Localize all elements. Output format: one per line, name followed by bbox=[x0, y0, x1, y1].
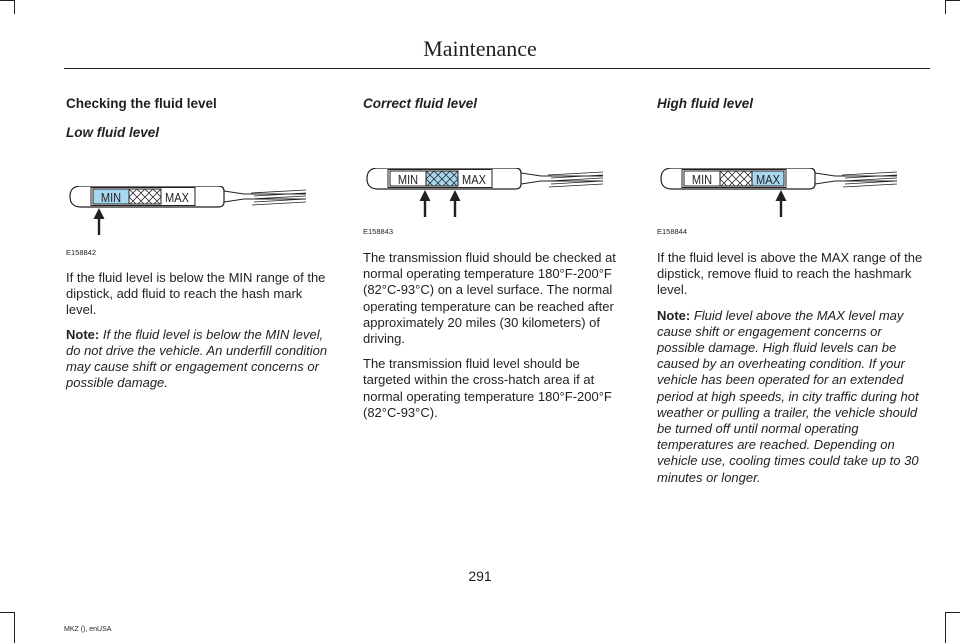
dipstick-cable bbox=[842, 172, 897, 187]
crop-mark bbox=[946, 0, 960, 1]
arrow-up-icon bbox=[94, 208, 105, 235]
header-rule bbox=[64, 68, 930, 69]
dipstick-taper bbox=[224, 191, 244, 202]
paragraph: If the fluid level is below the MIN range of the dipstick, add fluid to reach the hash mark level. bbox=[66, 270, 326, 318]
arrow-up-icon bbox=[420, 190, 431, 217]
dipstick-diagram bbox=[66, 186, 336, 244]
dipstick-taper bbox=[815, 173, 835, 184]
crop-mark bbox=[0, 612, 14, 613]
page-number: 291 bbox=[468, 568, 492, 584]
min-label: MIN bbox=[100, 190, 122, 206]
crop-mark bbox=[946, 612, 960, 613]
crop-mark bbox=[945, 0, 946, 14]
min-label: MIN bbox=[691, 172, 713, 188]
max-label: MAX bbox=[165, 190, 189, 206]
column-high-fluid bbox=[657, 96, 927, 486]
column-low-fluid bbox=[66, 96, 336, 391]
dipstick-figure-high bbox=[657, 168, 927, 236]
note-text: Fluid level above the MAX level may cause shift or engagement concerns or possible damage. High fluid levels can be caused by an overheating condition. If your vehicle has been operated for an extended period at high speeds, in city traffic during hot weather or pulling a trailer, the vehicle should be turned off until normal operating temperatures are reached. Depending on vehicle use, cooling times could take up to 30 minutes or longer. bbox=[657, 307, 919, 485]
crop-mark bbox=[14, 612, 15, 643]
figure-code: E158843 bbox=[363, 227, 394, 236]
note bbox=[66, 327, 336, 392]
note-label: Note: bbox=[66, 326, 100, 342]
crop-mark bbox=[0, 0, 14, 1]
paragraph: The transmission fluid should be checked at normal operating temperature 180°F-200°F (82°C-93°C) on a level surface. The normal operating temperature can be reached after approximately 20 miles (30 kilometers) of driving. bbox=[363, 250, 616, 347]
figure-code: E158842 bbox=[66, 248, 97, 257]
paragraph: If the fluid level is above the MAX range of the dipstick, remove fluid to reach the hashmark level. bbox=[657, 250, 923, 298]
arrow-up-icon bbox=[776, 190, 787, 217]
dipstick-diagram bbox=[363, 168, 633, 226]
dipstick-illustration bbox=[70, 186, 306, 235]
min-label: MIN bbox=[397, 172, 419, 188]
dipstick-cable bbox=[251, 190, 306, 205]
cross-hatch-region bbox=[426, 171, 458, 186]
arrow-up-icon bbox=[450, 190, 461, 217]
section-heading: Correct fluid level bbox=[363, 96, 478, 111]
dipstick-cable bbox=[548, 172, 603, 187]
section-heading: High fluid level bbox=[657, 96, 754, 111]
page-title: Maintenance bbox=[423, 36, 537, 61]
max-label: MAX bbox=[462, 172, 486, 188]
figure-code: E158844 bbox=[657, 227, 688, 236]
crop-mark bbox=[14, 0, 15, 14]
dipstick-illustration bbox=[661, 168, 897, 217]
max-label: MAX bbox=[756, 172, 780, 188]
column-correct-fluid bbox=[363, 96, 631, 421]
section-heading: Checking the fluid level bbox=[66, 96, 217, 111]
dipstick-figure-correct bbox=[363, 168, 633, 236]
dipstick-figure-low bbox=[66, 186, 336, 257]
note-text: If the fluid level is below the MIN level, do not drive the vehicle. An underfill condition may cause shift or engagement concerns or possible damage. bbox=[66, 326, 328, 391]
crop-mark bbox=[945, 612, 946, 643]
note-label: Note: bbox=[657, 307, 691, 323]
dipstick-diagram bbox=[657, 168, 927, 226]
subsection-heading: Low fluid level bbox=[66, 125, 160, 140]
footer-document-id: MKZ (), enUSA bbox=[64, 626, 112, 633]
note bbox=[657, 308, 927, 486]
dipstick-illustration bbox=[367, 168, 603, 217]
dipstick-taper bbox=[521, 173, 541, 184]
paragraph: The transmission fluid level should be targeted within the cross-hatch area if at normal operating temperature 180°F-200°F (82°C-93°C). bbox=[363, 356, 612, 420]
